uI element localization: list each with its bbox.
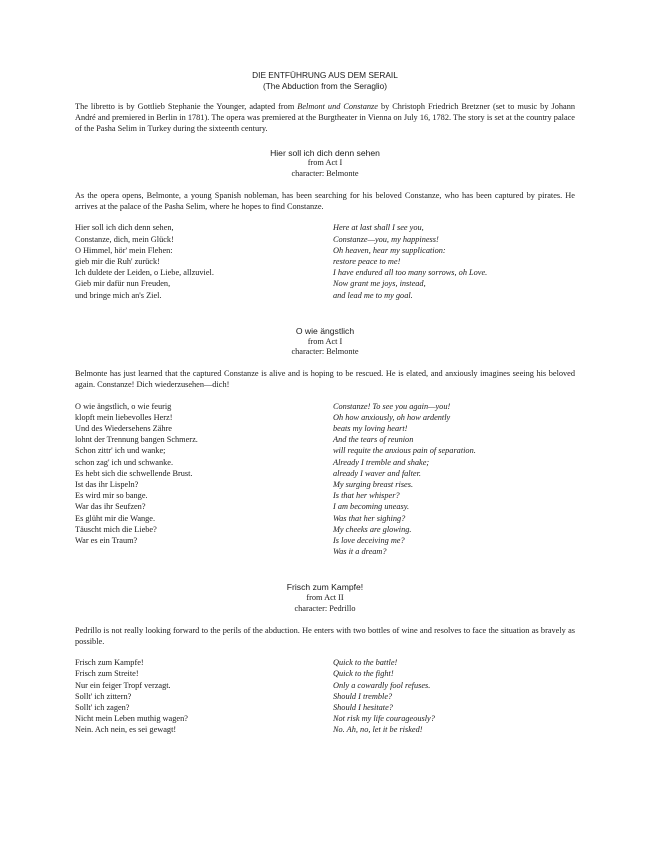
english-line: I am becoming uneasy.: [333, 502, 410, 512]
document-page: [75, 70, 575, 736]
english-line: Is love deceiving me?: [333, 536, 405, 546]
german-line: klopft mein liebevolles Herz!: [75, 412, 173, 422]
german-line: und bringe mich an's Ziel.: [75, 290, 162, 300]
german-line: Constanze, dich, mein Glück!: [75, 234, 174, 244]
german-line: Nur ein feiger Tropf verzagt.: [75, 680, 171, 690]
german-line: Täuscht mich die Liebe?: [75, 524, 157, 534]
english-line: Should I hesitate?: [333, 703, 393, 713]
german-line: Hier soll ich dich denn sehen,: [75, 223, 174, 233]
english-line: Constanze—you, my happiness!: [333, 234, 439, 244]
aria-3-character: character: Pedrillo: [294, 604, 356, 614]
english-line: Was it a dream?: [333, 547, 387, 557]
german-line: War das ihr Seufzen?: [75, 502, 146, 512]
aria-1-lyrics: [75, 222, 575, 300]
page-subtitle: (The Abduction from the Seraglio): [262, 81, 388, 91]
english-line: And the tears of reunion: [333, 435, 414, 445]
aria-1-title: Hier soll ich dich denn sehen: [270, 147, 380, 158]
german-line: Es glüht mir die Wange.: [75, 513, 156, 523]
german-line: Es hebt sich die schwellende Brust.: [75, 468, 193, 478]
aria-2-character: character: Belmonte: [291, 347, 359, 357]
aria-1-act: from Act I: [307, 158, 343, 168]
german-line: Ist das ihr Lispeln?: [75, 480, 139, 490]
aria-1-description: As the opera opens, Belmonte, a young Spanish nobleman, has been searching for his beloved Constanze, who has been captured by pirates. He arrives at the palace of the Pasha Selim, where he hopes to find Constanze.: [75, 191, 575, 212]
german-line: War es ein Traum?: [75, 536, 138, 546]
english-line: Oh how anxiously, oh how ardently: [333, 412, 451, 422]
german-line: Nicht mein Leben muthig wagen?: [75, 714, 188, 724]
german-line: Sollt' ich zagen?: [75, 703, 130, 713]
english-line: Oh heaven, hear my supplication:: [333, 245, 446, 255]
intro-paragraph: [75, 101, 575, 135]
german-line: Es wird mir so bange.: [75, 491, 148, 501]
aria-1-english: [333, 222, 575, 300]
aria-3-german: [75, 657, 333, 735]
german-line: O wie ängstlich, o wie feurig: [75, 401, 172, 411]
german-line: Ich duldete der Leiden, o Liebe, allzuviel.: [75, 268, 214, 278]
english-line: Quick to the battle!: [333, 658, 398, 668]
aria-1-header: [75, 148, 575, 180]
german-line: O Himmel, hör' mein Flehen:: [75, 245, 173, 255]
aria-1-german: [75, 222, 333, 300]
aria-2-lyrics: [75, 401, 575, 558]
aria-2-english: [333, 401, 575, 558]
intro-text-2: by Christoph Friedrich Bretzner (set to music by Johann André and premiered in Berlin in 1781). The opera was premiered at the Burgtheater in Vienna on July 16, 1782. The story is set at the country palace of the Pasha Selim in Turkey during the sixteenth century.: [75, 102, 575, 134]
german-line: schon zag' ich und schwanke.: [75, 457, 174, 467]
german-line: Schon zittr' ich und wanke;: [75, 446, 166, 456]
english-line: My cheeks are glowing.: [333, 524, 412, 534]
aria-3-description: Pedrillo is not really looking forward to the perils of the abduction. He enters with two bottles of wine and resolves to face the situation as bravely as possible.: [75, 625, 575, 647]
german-line: lohnt der Trennung bangen Schmerz.: [75, 435, 198, 445]
english-line: Quick to the fight!: [333, 669, 394, 679]
aria-2-act: from Act I: [307, 336, 343, 346]
english-line: I have endured all too many sorrows, oh Love.: [333, 268, 488, 278]
english-line: No. Ah, no, let it be risked!: [333, 725, 423, 735]
aria-2-german: [75, 401, 333, 558]
aria-2-header: [75, 326, 575, 358]
english-line: Now grant me joys, instead,: [333, 279, 426, 289]
intro-source-title: Belmont und Constanze: [297, 102, 378, 111]
german-line: Sollt' ich zittern?: [75, 691, 132, 701]
german-line: Gieb mir dafür nun Freuden,: [75, 279, 171, 289]
aria-2-description: Belmonte has just learned that the captured Constanze is alive and is hoping to be rescued. He is elated, and anxiously imagines seeing his beloved again. Constanze! Dich wiederzusehen—dich!: [75, 369, 575, 390]
aria-3-english: [333, 657, 575, 735]
english-line: Constanze! To see you again—you!: [333, 401, 451, 411]
aria-3-lyrics: [75, 657, 575, 735]
german-line: Nein. Ach nein, es sei gewagt!: [75, 725, 177, 735]
english-line: Was that her sighing?: [333, 513, 406, 523]
aria-3-header: [75, 582, 575, 614]
aria-3-title: Frisch zum Kampfe!: [286, 582, 364, 593]
english-line: will requite the anxious pain of separation.: [333, 446, 476, 456]
english-line: Not risk my life courageously?: [333, 714, 435, 724]
english-line: Already I tremble and shake;: [333, 457, 430, 467]
german-line: gieb mir die Ruh' zurück!: [75, 257, 160, 267]
german-line: Frisch zum Streite!: [75, 669, 139, 679]
page-title: DIE ENTFÜHRUNG AUS DEM SERAIL: [252, 70, 398, 80]
english-line: Here at last shall I see you,: [333, 223, 424, 233]
german-line: Und des Wiedersehens Zähre: [75, 424, 172, 434]
english-line: restore peace to me!: [333, 257, 401, 267]
english-line: beats my loving heart!: [333, 424, 408, 434]
english-line: Only a cowardly fool refuses.: [333, 680, 431, 690]
aria-2-title: O wie ängstlich: [295, 325, 355, 336]
english-line: Is that her whisper?: [333, 491, 400, 501]
german-line: Frisch zum Kampfe!: [75, 658, 144, 668]
english-line: and lead me to my goal.: [333, 290, 413, 300]
english-line: Should I tremble?: [333, 691, 393, 701]
aria-1-character: character: Belmonte: [291, 169, 359, 179]
english-line: already I waver and falter.: [333, 468, 421, 478]
aria-3-act: from Act II: [306, 593, 344, 603]
intro-text-1: The libretto is by Gottlieb Stephanie the Younger, adapted from: [75, 102, 298, 111]
english-line: My surging breast rises.: [333, 480, 414, 490]
